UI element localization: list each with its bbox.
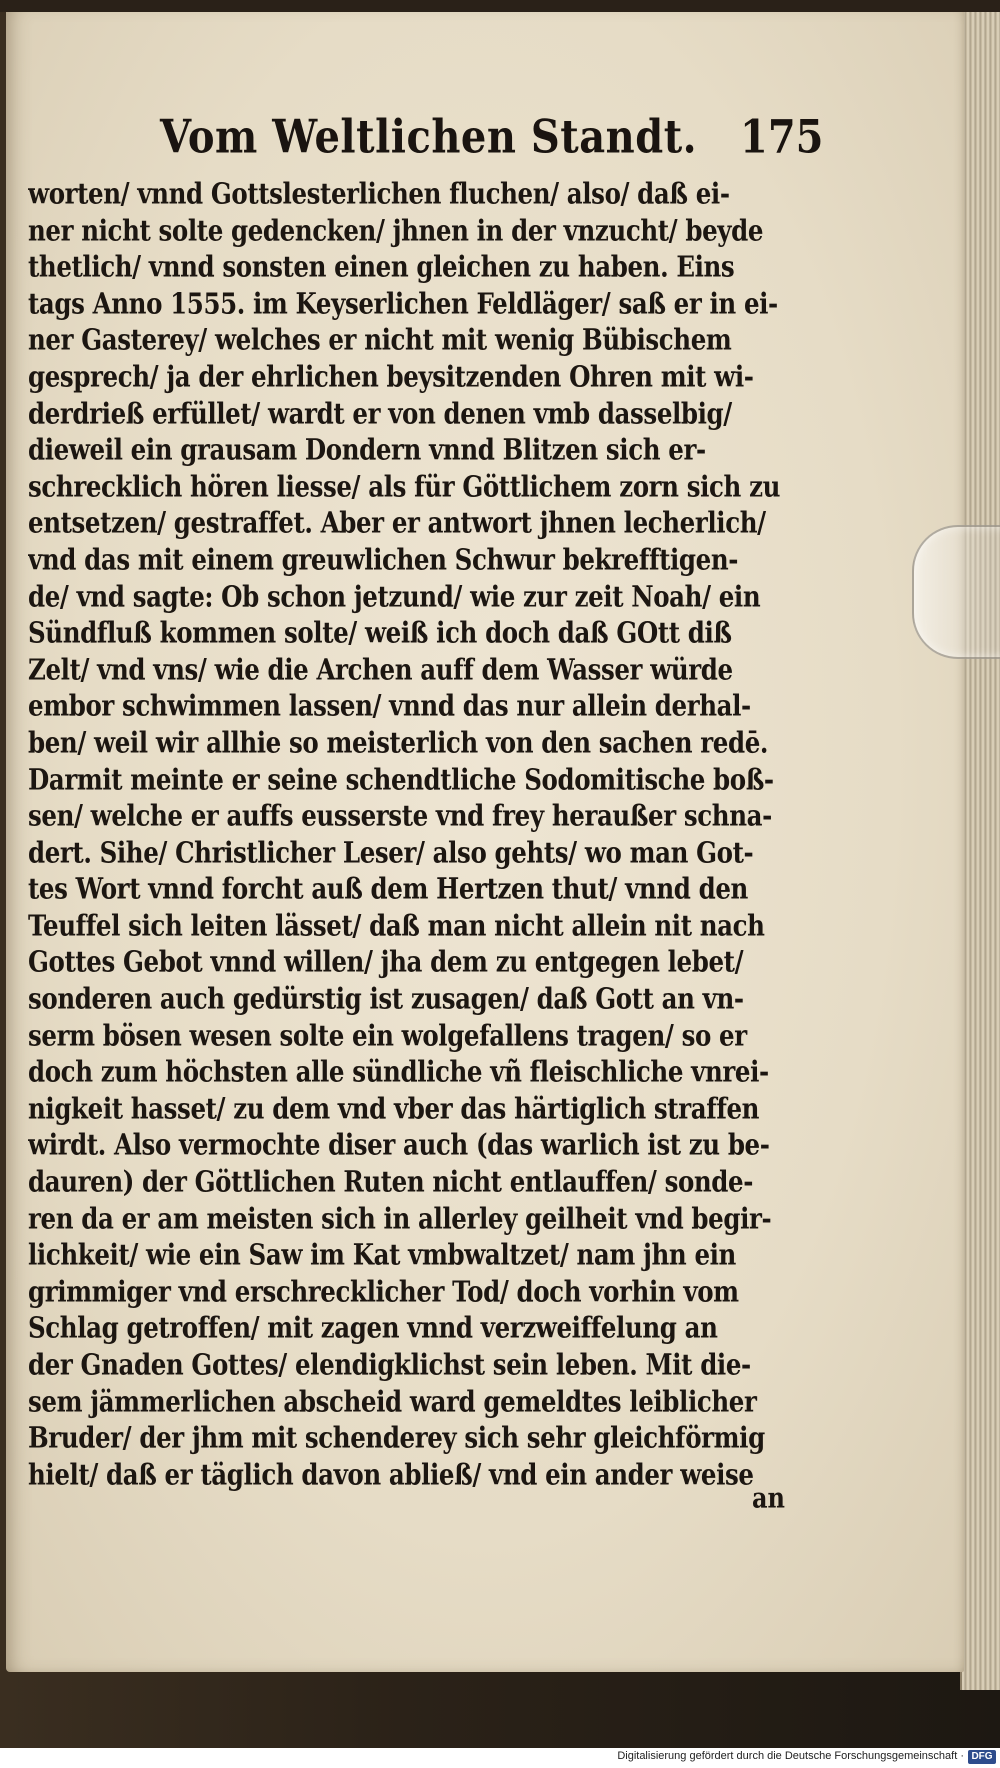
text-line: entsetzen/ gestraffet. Aber er antwort jhnen lecherlich/ — [28, 505, 766, 540]
page-number: 175 — [740, 110, 824, 165]
text-line: Bruder/ der jhm mit schenderey sich sehr gleichförmig — [28, 1420, 765, 1455]
text-line: der Gnaden Gottes/ elendigklichst sein leben. Mit die- — [28, 1347, 751, 1382]
text-line: nigkeit hasset/ zu dem vnd vber das härtiglich straffen — [28, 1091, 760, 1126]
page-clip — [912, 525, 1000, 659]
text-line: tags Anno 1555. im Keyserlichen Feldläger/ saß er in ei- — [28, 286, 778, 321]
text-line: embor schwimmen lassen/ vnnd das nur allein derhal- — [28, 688, 751, 723]
text-line: Zelt/ vnd vns/ wie die Archen auff dem Wasser würde — [28, 651, 733, 687]
text-line: tes Wort vnnd forcht auß dem Hertzen thut/ vnnd den — [28, 871, 748, 906]
dfg-logo: DFG — [968, 1750, 996, 1764]
text-line: worten/ vnnd Gottslesterlichen fluchen/ also/ daß ei- — [28, 176, 730, 211]
text-line: lichkeit/ wie ein Saw im Kat vmbwaltzet/ nam jhn ein — [28, 1237, 736, 1272]
text-line: derdrieß erfüllet/ wardt er von denen vmb dasselbig/ — [28, 395, 732, 431]
text-line: Sündfluß kommen solte/ weiß ich doch daß GOtt diß — [28, 615, 732, 650]
running-head: Vom Weltlichen Standt. — [160, 110, 698, 165]
text-line: ner Gasterey/ welches er nicht mit wenig Bübischem — [28, 322, 732, 357]
text-line: sonderen auch gedürstig ist zusagen/ daß Gott an vn- — [28, 981, 744, 1016]
text-line: schrecklich hören liesse/ als für Göttlichem zorn sich zu — [28, 468, 781, 504]
text-line: dieweil ein grausam Dondern vnnd Blitzen sich er- — [28, 432, 706, 467]
text-line: wirdt. Also vermochte diser auch (das warlich ist zu be- — [28, 1127, 770, 1162]
text-line: ren da er am meisten sich in allerley geilheit vnd begir- — [28, 1200, 772, 1236]
catchword: an — [752, 1480, 785, 1515]
text-line: dert. Sihe/ Christlicher Leser/ also gehts/ wo man Got- — [28, 834, 754, 870]
text-line: doch zum höchsten alle sündliche vñ fleischliche vnrei- — [28, 1054, 769, 1089]
text-line: de/ vnd sagte: Ob schon jetzund/ wie zur zeit Noah/ ein — [28, 578, 761, 613]
text-line: hielt/ daß er täglich davon abließ/ vnd ein ander weise — [28, 1457, 754, 1492]
top-shadow — [0, 0, 1000, 12]
text-line: Schlag getroffen/ mit zagen vnnd verzweiffelung an — [28, 1310, 718, 1345]
text-line: vnd das mit einem greuwlichen Schwur bekrefftigen- — [28, 542, 739, 577]
text-line: thetlich/ vnnd sonsten einen gleichen zu haben. Eins — [28, 249, 735, 284]
text-line: Gottes Gebot vnnd willen/ jha dem zu entgegen lebet/ — [28, 944, 744, 979]
text-line: ner nicht solte gedencken/ jhnen in der vnzucht/ beyde — [28, 212, 764, 248]
text-line: sem jämmerlichen abscheid ward gemeldtes leiblicher — [28, 1383, 757, 1419]
footer-credit: Digitalisierung gefördert durch die Deutsche Forschungsgemeinschaft · — [617, 1750, 964, 1762]
text-line: Teuffel sich leiten lässet/ daß man nicht allein nit nach — [28, 908, 765, 943]
text-line: sen/ welche er auffs eusserste vnd frey heraußer schna- — [28, 798, 772, 833]
text-line: gesprech/ ja der ehrlichen beysitzenden Ohren mit wi- — [28, 359, 754, 394]
text-line: serm bösen wesen solte ein wolgefallens tragen/ so er — [28, 1017, 747, 1053]
page-edges — [960, 0, 1000, 1690]
text-line: Darmit meinte er seine schendtliche Sodomitische boß- — [28, 761, 774, 796]
text-line: ben/ weil wir allhie so meisterlich von den sachen redē. — [28, 725, 769, 760]
text-line: dauren) der Göttlichen Ruten nicht entlauffen/ sonde- — [28, 1164, 753, 1199]
text-line: grimmiger vnd erschrecklicher Tod/ doch vorhin vom — [28, 1274, 739, 1309]
body-text — [28, 176, 808, 1493]
